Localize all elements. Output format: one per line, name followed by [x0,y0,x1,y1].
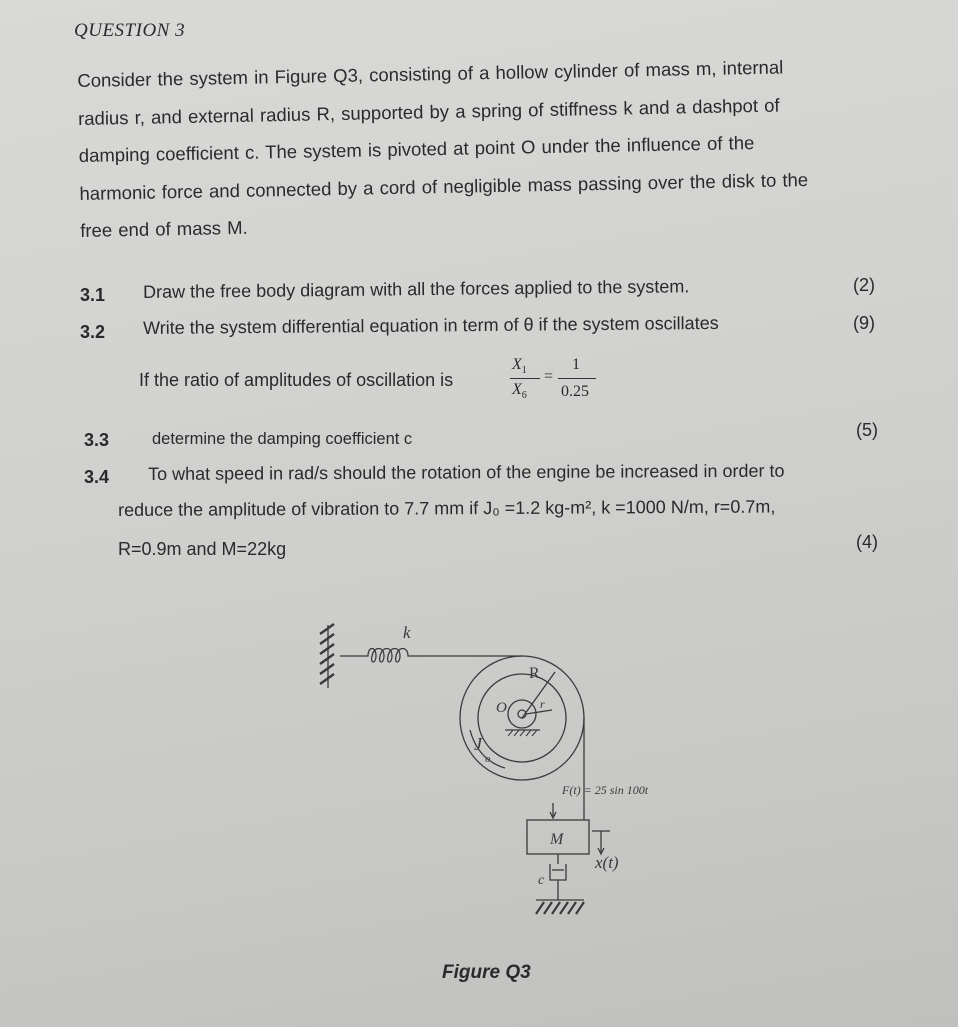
q33-marks: (5) [856,420,878,440]
intro-line: damping coefficient c. The system is pivoted at point O under the influence of the [78,132,755,166]
pivot-hatching [508,730,537,736]
q34-line3: R=0.9m and M=22kg [118,539,287,559]
figure-caption: Figure Q3 [442,962,531,983]
intro-line: radius r, and external radius R, supported by a spring of stiffness k and a dashpot of [77,94,780,129]
ratio-text: If the ratio of amplitudes of oscillation is [139,370,454,390]
q34-marks: (4) [856,532,878,552]
ratio-num-right: 1 [572,356,580,373]
q32-marks: (9) [853,313,875,333]
label-J-sub: o [485,753,491,765]
q33-number: 3.3 [84,430,110,450]
q34-number: 3.4 [84,467,110,487]
q32-text: Write the system differential equation in term of θ if the system oscillates [143,312,719,338]
q33-text: determine the damping coefficient c [152,430,413,448]
ratio-den-left: $X_6$ [512,381,527,402]
intro-line: free end of mass M. [80,216,248,241]
wall-hatching [320,624,334,684]
label-M: M [550,831,564,848]
label-r: r [540,697,545,711]
q34-line2: reduce the amplitude of vibration to 7.7 mm if J₀ =1.2 kg-m², k =1000 N/m, r=0.7m, [118,496,776,520]
ground-hatching [536,902,584,914]
intro-line: Consider the system in Figure Q3, consisting of a hollow cylinder of mass m, internal [77,56,784,91]
label-force: F(t) = 25 sin 100t [562,783,649,797]
dashpot-cylinder [550,864,566,880]
label-k: k [403,623,411,642]
q34-line1: To what speed in rad/s should the rotation of the engine be increased in order to [148,460,785,484]
intro-line: harmonic force and connected by a cord of negligible mass passing over the disk to the [79,168,809,204]
ratio-equals: = [544,368,554,385]
label-R: R [529,665,540,682]
fraction-bar-left [510,378,540,379]
spring [340,649,460,663]
figure-q3-diagram [300,600,700,950]
ratio-num-left: $X_1$ [512,356,527,377]
label-O: O [496,700,507,716]
q31-text: Draw the free body diagram with all the forces applied to the system. [143,276,690,302]
q31-number: 3.1 [80,285,106,305]
question-heading: QUESTION 3 [74,20,186,41]
radius-r-arrow [526,710,552,714]
label-J: J [474,734,482,754]
label-x: x(t) [595,853,619,872]
intro-paragraph [77,46,888,249]
q32-number: 3.2 [80,322,106,342]
fraction-bar-right [558,378,596,379]
label-c: c [538,873,545,888]
ratio-den-right: 0.25 [561,383,589,400]
q31-marks: (2) [853,275,875,295]
